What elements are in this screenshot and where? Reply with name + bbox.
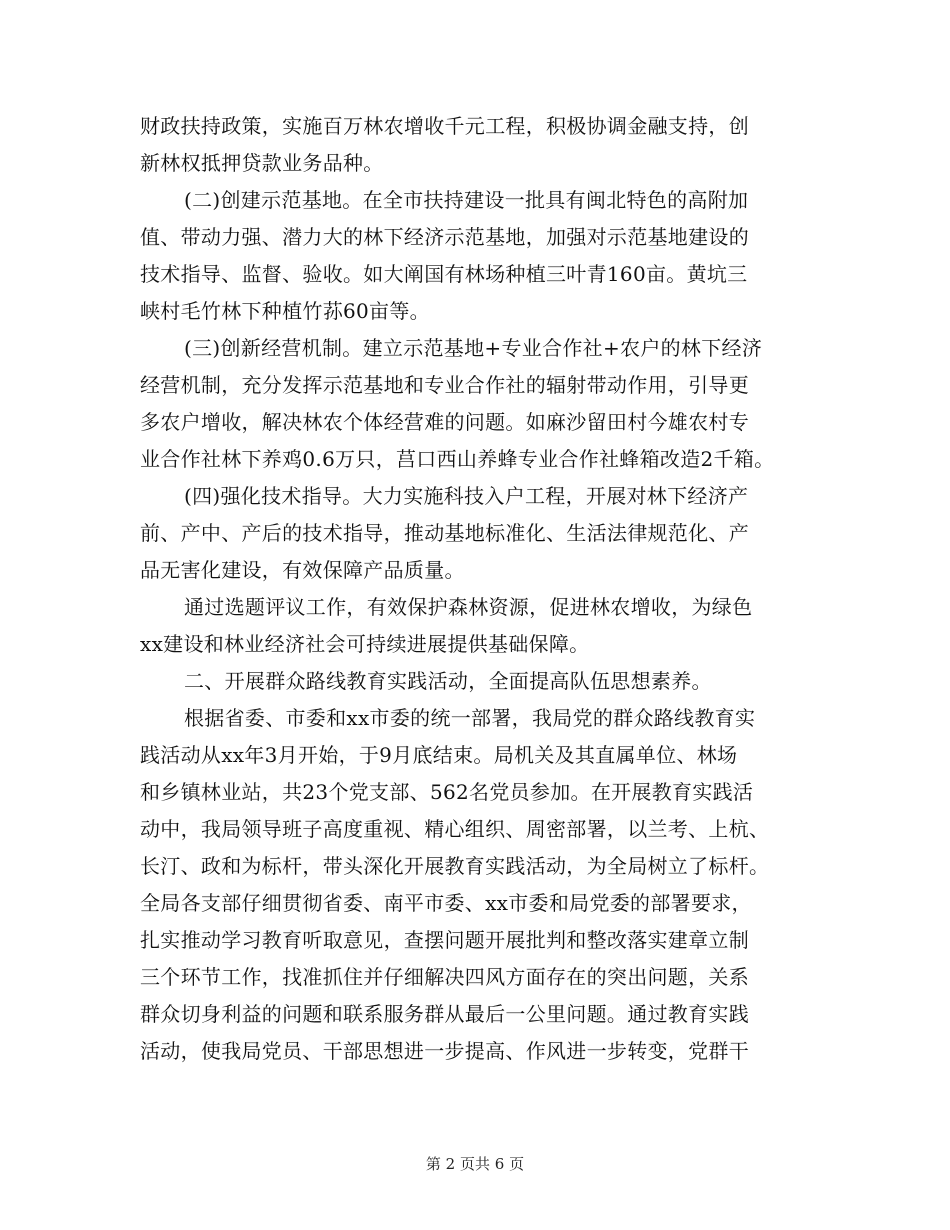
text-line: 财政扶持政策，实施百万林农增收千元工程，积极协调金融支持，创 <box>140 114 749 138</box>
text-line: (四)强化技术指导。大力实施科技入户工程，开展对林下经济产 <box>184 484 749 508</box>
text-line: 通过选题评议工作，有效保护森林资源，促进林农增收，为绿色 <box>184 595 753 619</box>
text-line: 峡村毛竹林下种植竹荪60亩等。 <box>140 299 430 323</box>
text-line: 品无害化建设，有效保障产品质量。 <box>140 558 465 582</box>
text-line: 活动，使我局党员、干部思想进一步提高、作风进一步转变，党群干 <box>140 1039 749 1063</box>
text-line: 动中，我局领导班子高度重视、精心组织、周密部署，以兰考、上杭、 <box>140 817 770 841</box>
text-line: 经营机制，充分发挥示范基地和专业合作社的辐射带动作用，引导更 <box>140 373 749 397</box>
page-number-footer: 第 2 页共 6 页 <box>425 1155 525 1173</box>
text-line: 三个环节工作，找准抓住并仔细解决四风方面存在的突出问题，关系 <box>140 965 749 989</box>
text-line: 根据省委、市委和xx市委的统一部署，我局党的群众路线教育实 <box>184 706 756 730</box>
text-line: 新林权抵押贷款业务品种。 <box>140 151 384 175</box>
text-line: 多农户增收，解决林农个体经营难的问题。如麻沙留田村今雄农村专 <box>140 410 749 434</box>
text-line: 和乡镇林业站，共23个党支部、562名党员参加。在开展教育实践活 <box>140 780 754 804</box>
text-line: 扎实推动学习教育听取意见，查摆问题开展批判和整改落实建章立制 <box>140 928 749 952</box>
text-line: 长汀、政和为标杆，带头深化开展教育实践活动，为全局树立了标杆。 <box>140 854 770 878</box>
document-body <box>140 108 830 1070</box>
text-line: 值、带动力强、潜力大的林下经济示范基地，加强对示范基地建设的 <box>140 225 749 249</box>
text-line: 前、产中、产后的技术指导，推动基地标准化、生活法律规范化、产 <box>140 521 749 545</box>
text-line: 群众切身利益的问题和联系服务群从最后一公里问题。通过教育实践 <box>140 1002 749 1026</box>
text-line: 践活动从xx年3月开始，于9月底结束。局机关及其直属单位、林场 <box>140 743 738 767</box>
section-heading: 二、开展群众路线教育实践活动，全面提高队伍思想素养。 <box>184 669 712 693</box>
text-line: (三)创新经营机制。建立示范基地+专业合作社+农户的林下经济 <box>184 336 763 360</box>
text-line: 技术指导、监督、验收。如大阐国有林场种植三叶青160亩。黄坑三 <box>140 262 748 286</box>
text-line: (二)创建示范基地。在全市扶持建设一批具有闽北特色的高附加 <box>184 188 749 212</box>
text-line: 业合作社林下养鸡0.6万只，莒口西山养蜂专业合作社蜂箱改造2千箱。 <box>140 447 775 471</box>
text-line: xx建设和林业经济社会可持续进展提供基础保障。 <box>140 632 590 656</box>
text-line: 全局各支部仔细贯彻省委、南平市委、xx市委和局党委的部署要求， <box>140 891 752 915</box>
